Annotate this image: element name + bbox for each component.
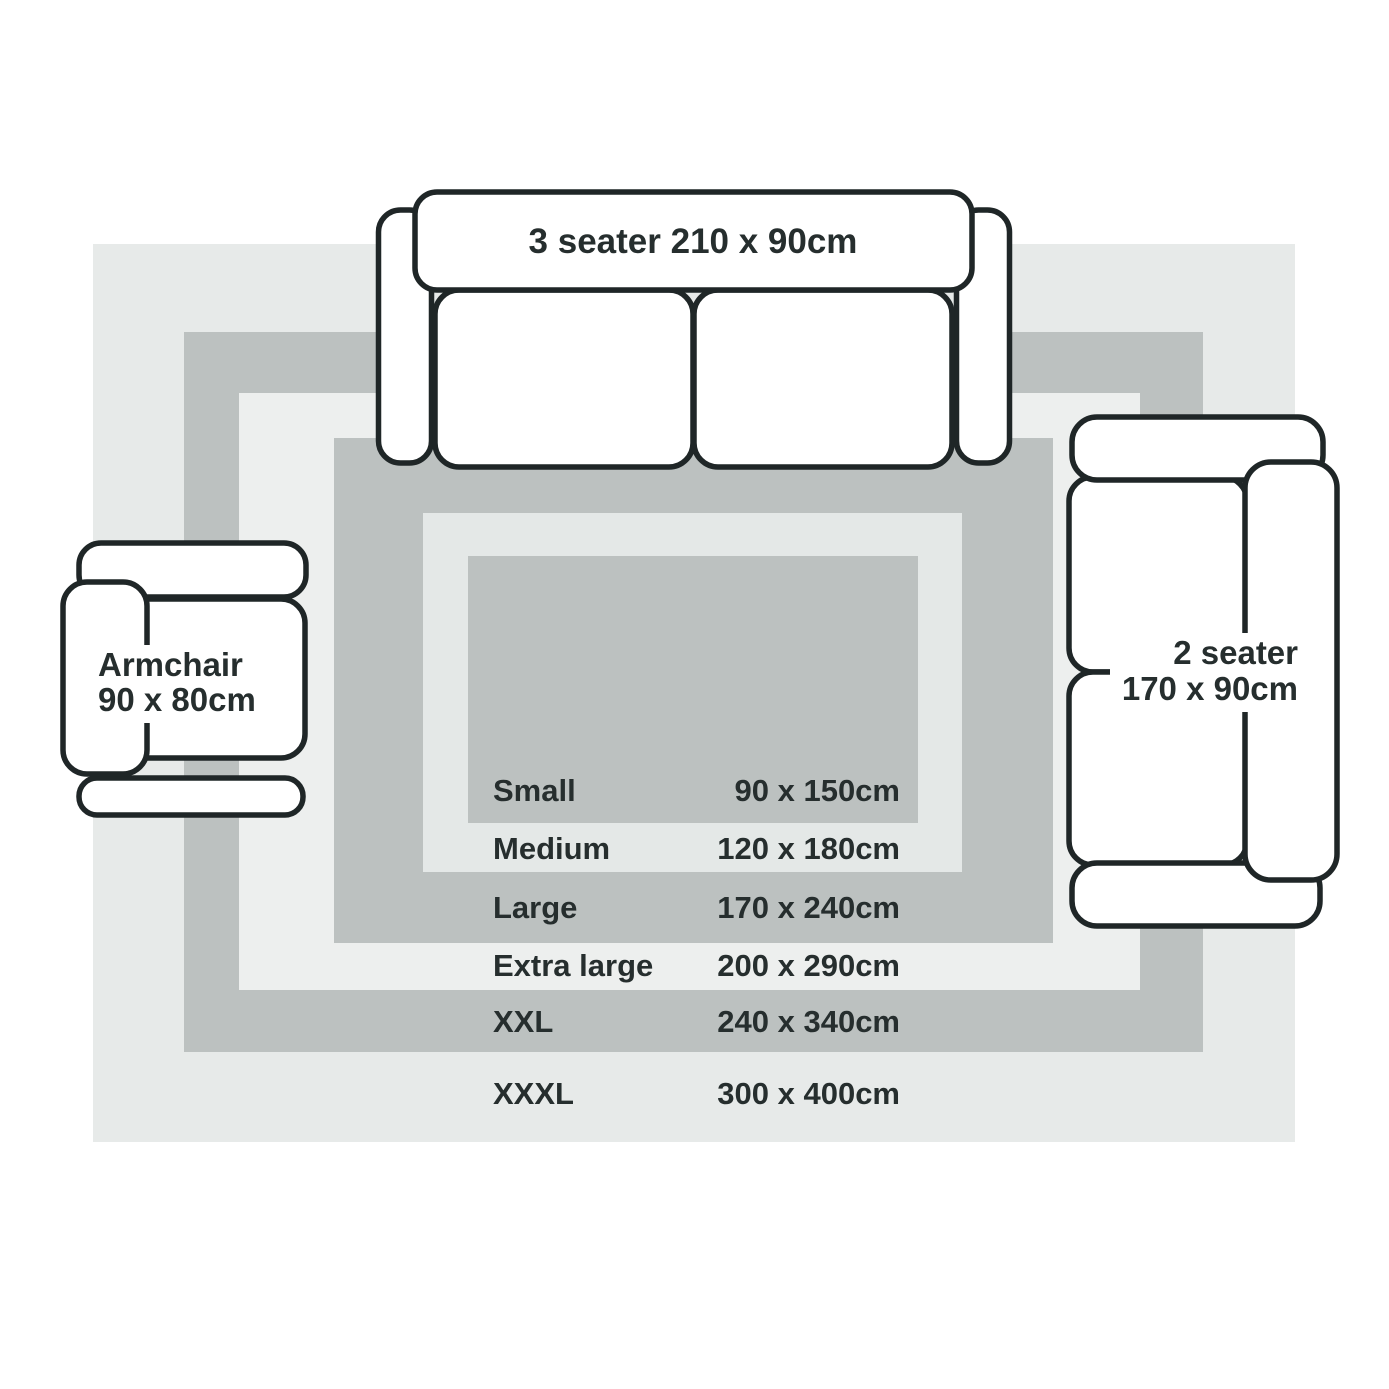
size-value: 240 x 340cm	[717, 1004, 900, 1039]
size-row-xxl	[493, 1004, 900, 1040]
two-seater-label-size: 170 x 90cm	[1121, 670, 1298, 707]
armchair-label-size: 90 x 80cm	[98, 681, 256, 718]
armchair-label	[94, 645, 264, 723]
two-seater-label	[1110, 633, 1304, 712]
three-seater-right-cushion	[694, 290, 952, 467]
size-row-large	[493, 890, 900, 926]
size-name: Medium	[493, 831, 611, 866]
size-name: XXXL	[493, 1076, 574, 1111]
size-row-small	[493, 773, 900, 809]
three-seater-left-cushion	[435, 290, 693, 467]
size-row-extra-large	[493, 948, 900, 984]
two-seater-label-name: 2 seater	[1173, 634, 1298, 671]
size-row-medium	[493, 831, 900, 867]
size-value: 200 x 290cm	[717, 948, 900, 983]
armchair-bottom-armrest	[79, 778, 303, 815]
size-value: 120 x 180cm	[717, 831, 900, 866]
size-name: XXL	[493, 1004, 554, 1039]
size-value: 90 x 150cm	[734, 773, 900, 808]
size-value: 170 x 240cm	[717, 890, 900, 925]
size-value: 300 x 400cm	[717, 1076, 900, 1111]
three-seater-label: 3 seater 210 x 90cm	[528, 222, 858, 261]
size-name: Extra large	[493, 948, 654, 983]
size-name: Large	[493, 890, 578, 925]
size-name: Small	[493, 773, 576, 808]
size-row-xxxl	[493, 1076, 900, 1112]
armchair-label-name: Armchair	[98, 646, 243, 683]
